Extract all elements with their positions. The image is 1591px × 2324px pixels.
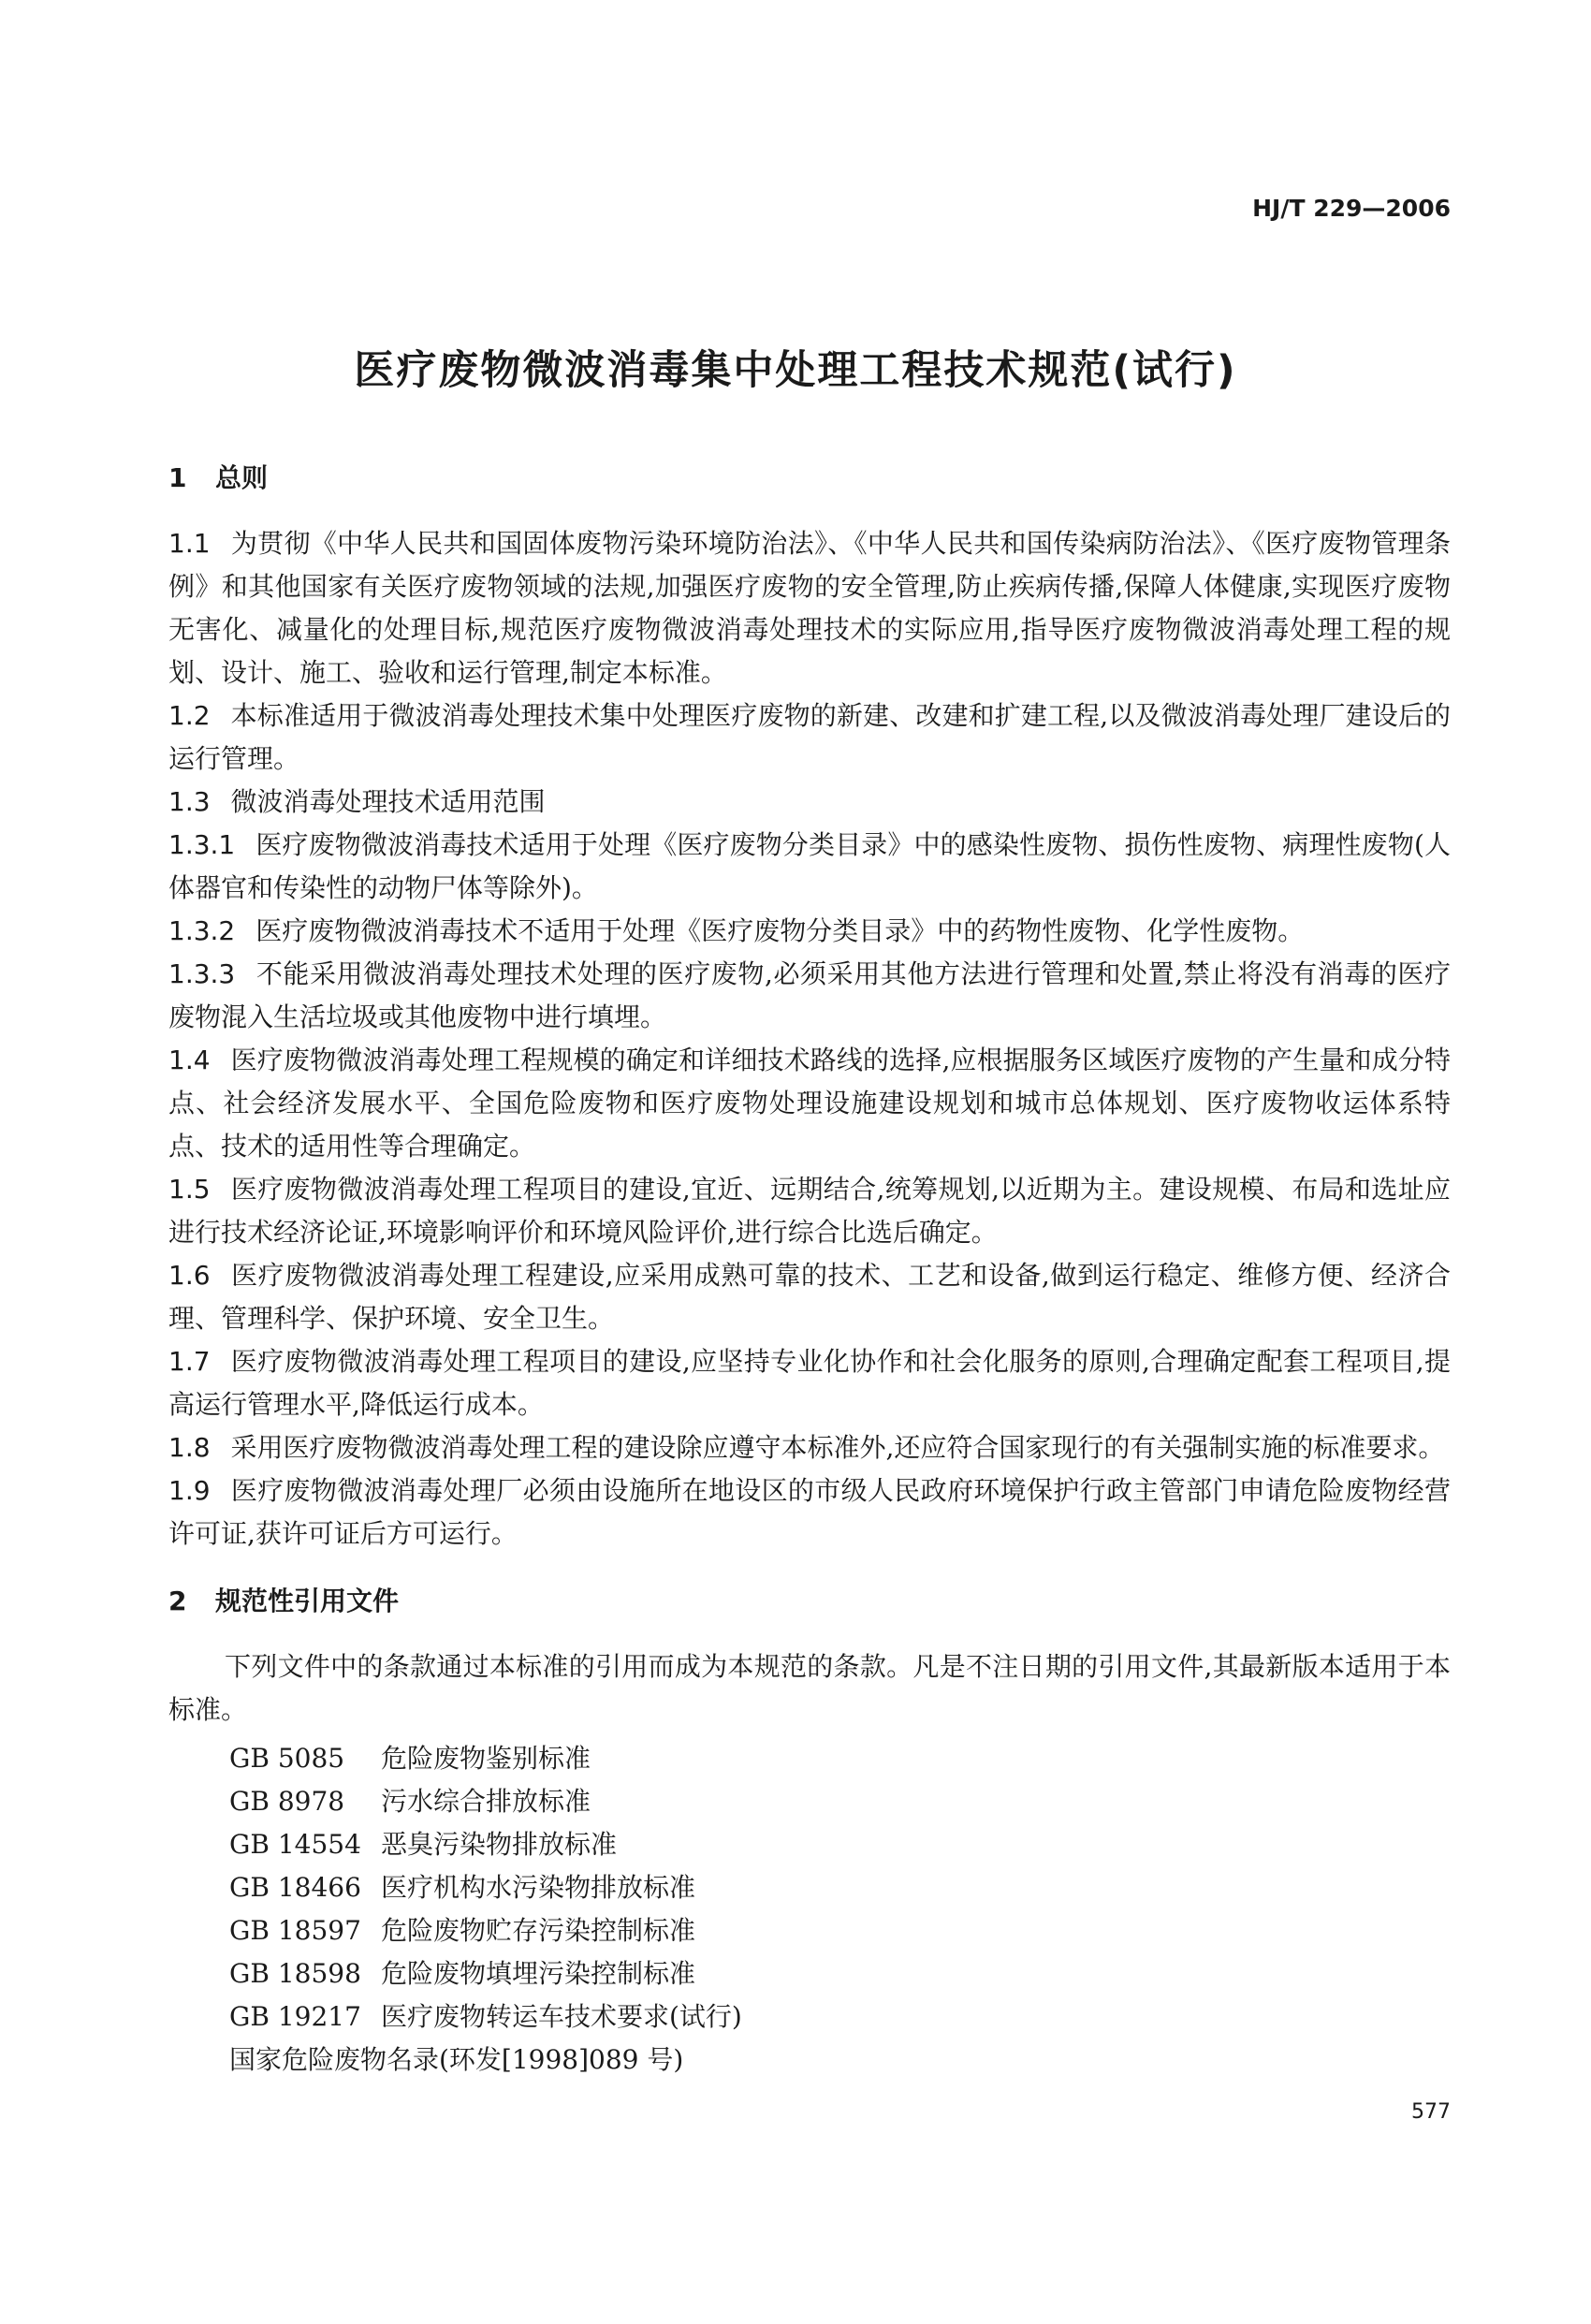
clause-text: 医疗废物微波消毒技术不适用于处理《医疗废物分类目录》中的药物性废物、化学性废物。 [255,915,1305,946]
clause-text: 医疗废物微波消毒处理工程建设,应采用成熟可靠的技术、工艺和设备,做到运行稳定、维修方便、经济合理、管理科学、保护环境、安全卫生。 [168,1260,1451,1334]
clause-text: 医疗废物微波消毒处理工程规模的确定和详细技术路线的选择,应根据服务区域医疗废物的产生量和成分特点、社会经济发展水平、全国危险废物和医疗废物处理设施建设规划和城市总体规划、医疗废物收运体系特点、技术的适用性等合理确定。 [168,1045,1451,1162]
section-number: 1 [168,462,187,493]
section-title: 总则 [215,462,269,493]
clause [168,1469,1451,1556]
clause-text: 为贯彻《中华人民共和国固体废物污染环境防治法》、《中华人民共和国传染病防治法》、《医疗废物管理条例》和其他国家有关医疗废物领域的法规,加强医疗废物的安全管理,防止疾病传播,保障人体健康,实现医疗废物无害化、减量化的处理目标,规范医疗废物微波消毒处理技术的实际应用,指导医疗废物微波消毒处理工程的规划、设计、施工、验收和运行管理,制定本标准。 [168,528,1451,688]
reference-code: GB 19217 [229,2001,361,2032]
section-1-heading [168,455,1451,502]
reference-item [229,1866,1451,1909]
clause-number: 1.9 [168,1475,211,1506]
clause-number: 1.3.1 [168,829,236,860]
reference-name: 污水综合排放标准 [381,1786,591,1817]
reference-code: GB 18466 [229,1872,361,1903]
reference-name: 危险废物贮存污染控制标准 [381,1915,696,1946]
section-2-heading [168,1578,1451,1625]
clause-number: 1.4 [168,1045,211,1075]
clause [168,1340,1451,1426]
clause-text: 本标准适用于微波消毒处理技术集中处理医疗废物的新建、改建和扩建工程,以及微波消毒处理厂建设后的运行管理。 [168,700,1451,774]
clause [168,522,1451,694]
clause-number: 1.8 [168,1432,211,1463]
clause [168,910,1451,953]
clause-number: 1.7 [168,1346,211,1377]
clause [168,1254,1451,1340]
section-1-clauses [168,522,1451,1556]
clause-text: 微波消毒处理技术适用范围 [230,786,546,817]
reference-code: GB 8978 [229,1786,345,1817]
reference-name: 危险废物鉴别标准 [381,1743,591,1774]
reference-code: GB 14554 [229,1829,361,1860]
clause-number: 1.5 [168,1174,211,1205]
clause-number: 1.3 [168,786,211,817]
reference-item [229,1737,1451,1780]
clause-number: 1.2 [168,700,211,731]
clause [168,824,1451,910]
reference-item [229,1909,1451,1952]
clause-number: 1.3.3 [168,958,236,989]
clause [168,1039,1451,1168]
section-2-intro: 下列文件中的条款通过本标准的引用而成为本规范的条款。凡是不注日期的引用文件,其最新版本适用于本标准。 [168,1651,1451,1725]
reference-code: GB 18597 [229,1915,361,1946]
page-number: 577 [1411,2100,1451,2124]
standard-code: HJ/T 229—2006 [1252,195,1451,222]
reference-item [229,1995,1451,2039]
clause-text: 医疗废物微波消毒处理工程项目的建设,宜近、远期结合,统筹规划,以近期为主。建设规模、布局和选址应进行技术经济论证,环境影响评价和环境风险评价,进行综合比选后确定。 [168,1174,1451,1248]
clause [168,694,1451,781]
clause [168,781,1451,824]
clause-number: 1.3.2 [168,915,236,946]
reference-list [168,1737,1451,2082]
reference-name: 医疗废物转运车技术要求(试行) [381,2001,742,2032]
clause [168,953,1451,1039]
reference-last-line: 国家危险废物名录(环发[1998]089 号) [229,2044,684,2075]
reference-code: GB 18598 [229,1958,361,1989]
clause-number: 1.6 [168,1260,211,1291]
clause-text: 不能采用微波消毒处理技术处理的医疗废物,必须采用其他方法进行管理和处置,禁止将没有消毒的医疗废物混入生活垃圾或其他废物中进行填埋。 [168,958,1451,1032]
clause-text: 医疗废物微波消毒处理工程项目的建设,应坚持专业化协作和社会化服务的原则,合理确定配套工程项目,提高运行管理水平,降低运行成本。 [168,1346,1451,1420]
clause-number: 1.1 [168,528,211,559]
reference-item [229,1780,1451,1823]
clause-text: 医疗废物微波消毒处理厂必须由设施所在地设区的市级人民政府环境保护行政主管部门申请危险废物经营许可证,获许可证后方可运行。 [168,1475,1451,1549]
clause-text: 采用医疗废物微波消毒处理工程的建设除应遵守本标准外,还应符合国家现行的有关强制实施的标准要求。 [230,1432,1445,1463]
reference-name: 医疗机构水污染物排放标准 [381,1872,696,1903]
clause [168,1168,1451,1254]
document-body [168,455,1451,2082]
section-title: 规范性引用文件 [215,1586,400,1616]
reference-item [229,1952,1451,1995]
section-number: 2 [168,1586,187,1616]
clause [168,1426,1451,1469]
reference-name: 危险废物填埋污染控制标准 [381,1958,696,1989]
reference-name: 恶臭污染物排放标准 [381,1829,618,1860]
clause-text: 医疗废物微波消毒技术适用于处理《医疗废物分类目录》中的感染性废物、损伤性废物、病理性废物(人体器官和传染性的动物尸体等除外)。 [168,829,1451,903]
reference-code: GB 5085 [229,1743,345,1774]
document-title: 医疗废物微波消毒集中处理工程技术规范(试行) [354,347,1237,394]
reference-item [229,1823,1451,1866]
